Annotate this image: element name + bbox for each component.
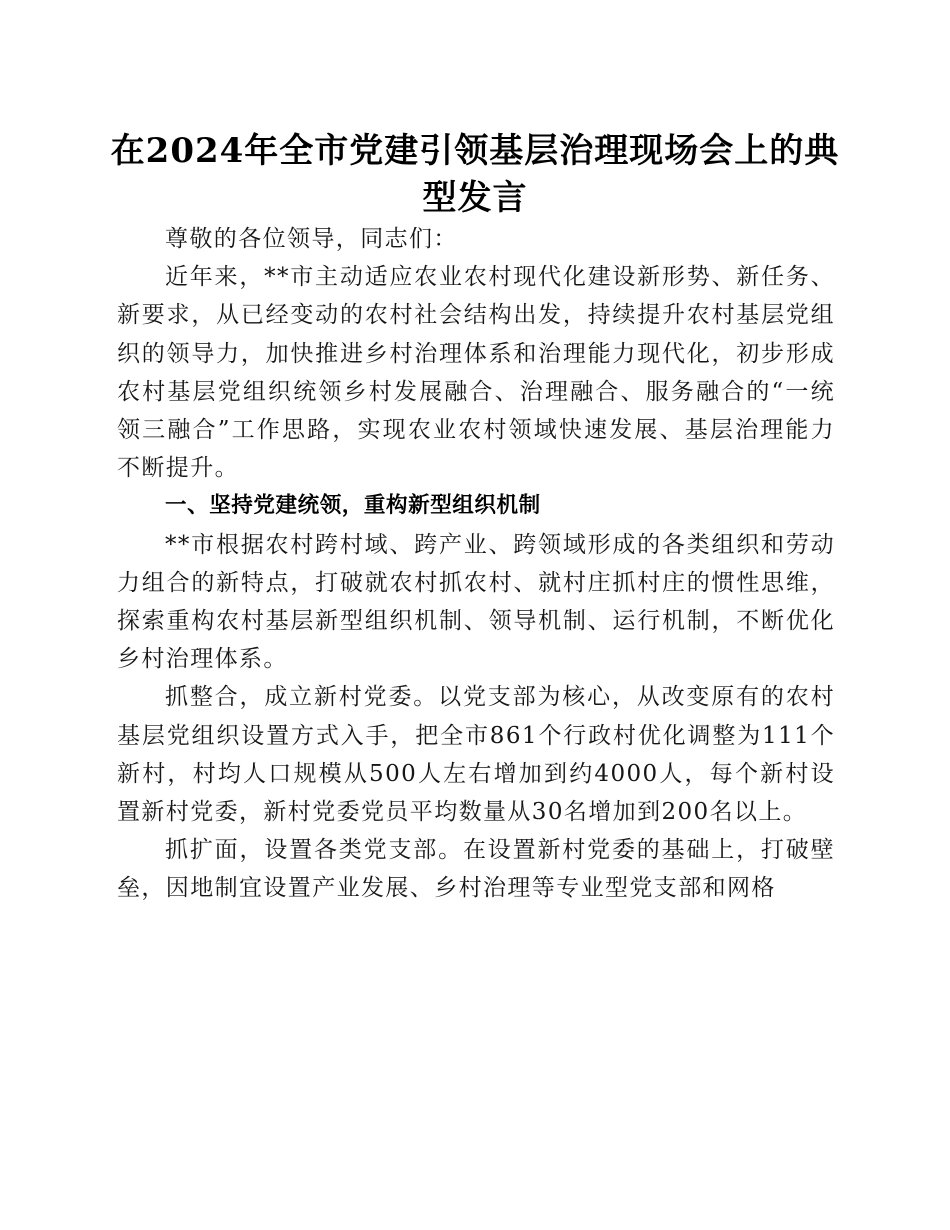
expansion-paragraph: 抓扩面，设置各类党支部。在设置新村党委的基础上，打破壁垒，因地制宜设置产业发展、乡村治理等专业型党支部和网格: [117, 837, 835, 902]
intro-paragraph: 近年来，**市主动适应农业农村现代化建设新形势、新任务、新要求，从已经变动的农村社会结构出发，持续提升农村基层党组织的领导力，加快推进乡村治理体系和治理能力现代化，初步形成农村基层党组织统领乡村发展融合、治理融合、服务融合的“一统领三融合”工作思路，实现农业农村领域快速发展、基层治理能力不断提升。: [117, 264, 835, 482]
salutation: 尊敬的各位领导，同志们：: [165, 226, 458, 252]
section-summary-paragraph: **市根据农村跨村域、跨产业、跨领域形成的各类组织和劳动力组合的新特点，打破就农村抓农村、就村庄抓村庄的惯性思维，探索重构农村基层新型组织机制、领导机制、运行机制，不断优化乡村治理体系。: [117, 531, 835, 673]
integration-paragraph: 抓整合，成立新村党委。以党支部为核心，从改变原有的农村基层党组织设置方式入手，把全市861个行政村优化调整为111个新村，村均人口规模从500人左右增加到约4000人，每个新村设置新村党委，新村党委党员平均数量从30名增加到200名以上。: [117, 684, 835, 826]
section-heading: 一、坚持党建统领，重构新型组织机制: [165, 493, 541, 519]
document-body: [117, 220, 835, 908]
document-title: 在2024年全市党建引领基层治理现场会上的典型发言: [110, 131, 840, 218]
